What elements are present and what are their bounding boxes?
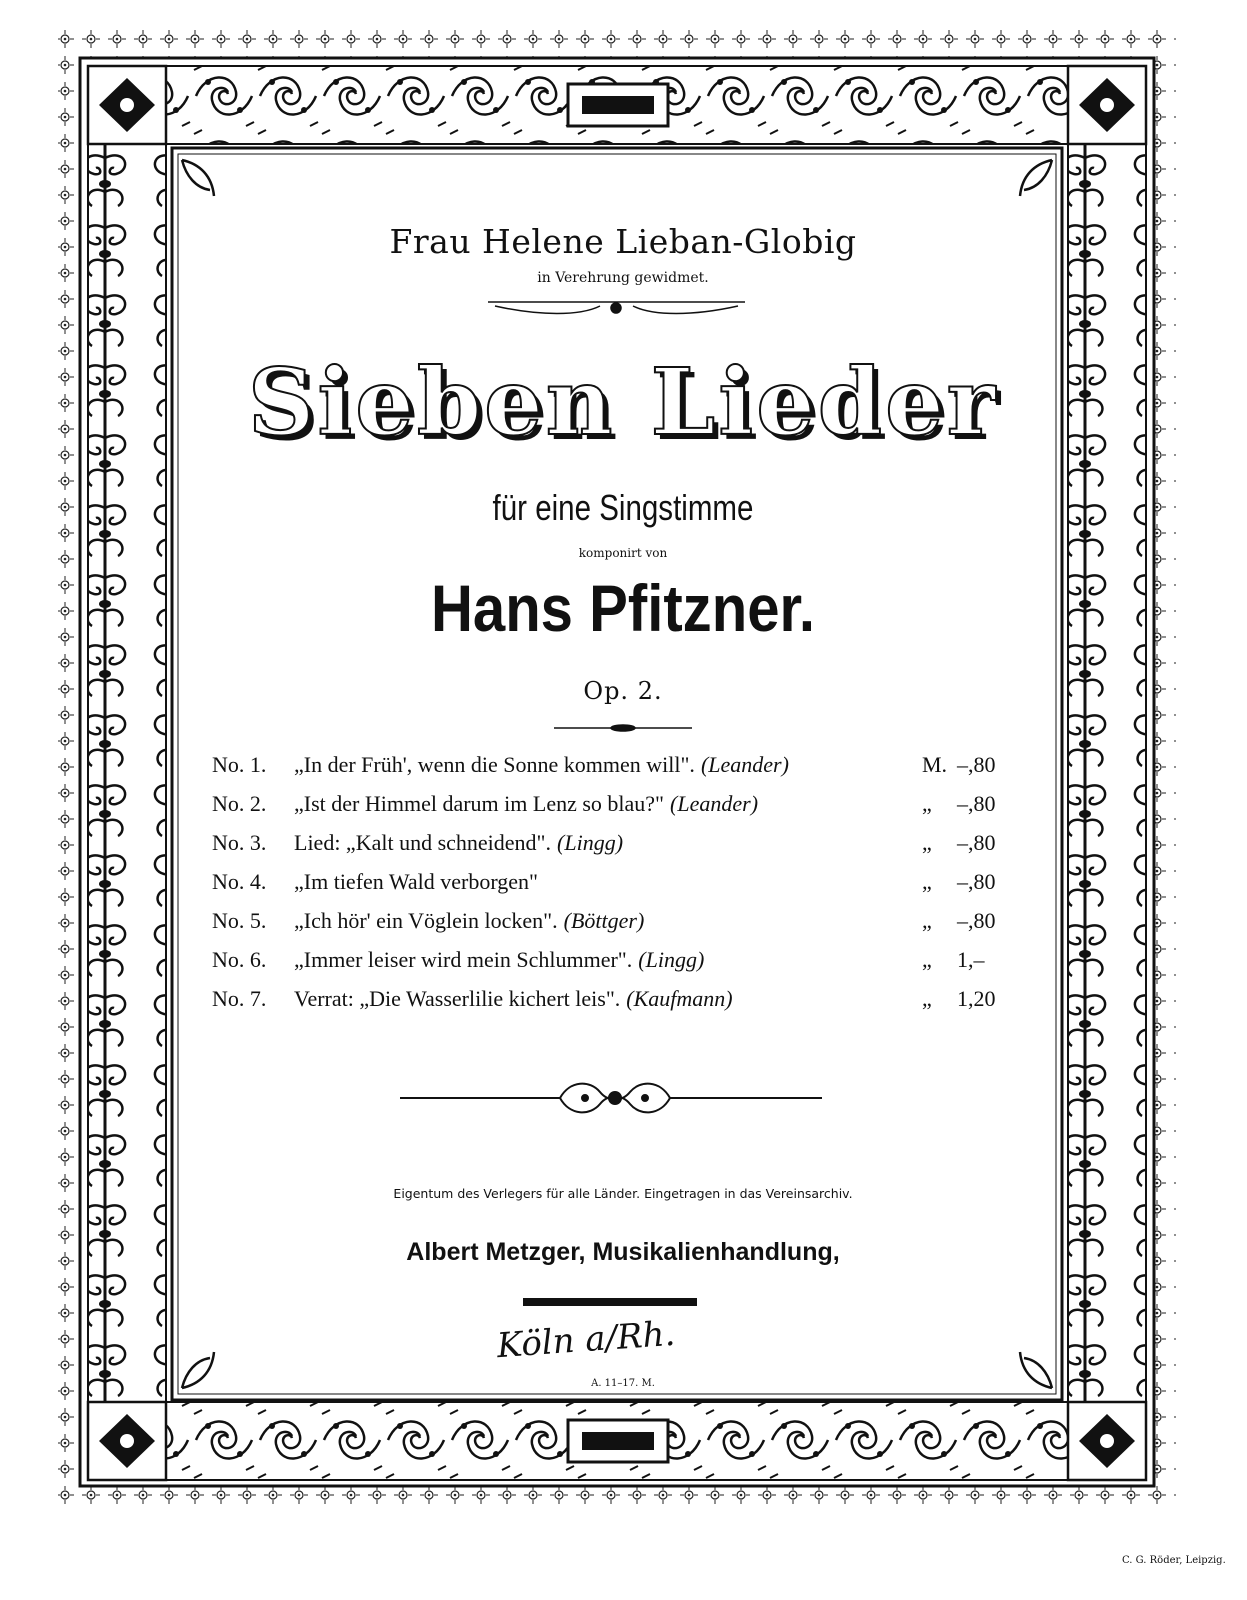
song-price: –,80 — [957, 869, 996, 894]
song-poet: (Lingg) — [638, 947, 705, 972]
song-list — [212, 752, 1012, 1025]
opus-number: Op. 2. — [583, 677, 663, 705]
price-unit: „ — [922, 986, 932, 1011]
plate-number: A. 11–17. M. — [591, 1378, 655, 1389]
price-unit: „ — [922, 791, 932, 816]
song-title: Verrat: „Die Wasserlilie kichert leis". — [294, 986, 621, 1011]
song-number: No. 1. — [212, 752, 267, 777]
song-title: „In der Früh', wenn die Sonne kommen will". — [294, 752, 695, 777]
song-price: –,80 — [957, 791, 996, 816]
song-number: No. 5. — [212, 908, 267, 933]
title-panel — [176, 152, 1070, 1400]
song-title-group — [294, 752, 789, 778]
song-number: No. 7. — [212, 986, 267, 1011]
song-row — [212, 986, 1012, 1025]
song-title-group — [294, 830, 623, 856]
dedication-name: Frau Helene Lieban-Globig — [389, 222, 857, 261]
song-row — [212, 752, 1012, 791]
song-title-group — [294, 986, 733, 1012]
song-number: No. 2. — [212, 791, 267, 816]
song-title: „Ich hör' ein Vöglein locken". — [294, 908, 558, 933]
song-number: No. 3. — [212, 830, 267, 855]
rights-notice: Eigentum des Verlegers für alle Länder. Eingetragen in das Vereinsarchiv. — [393, 1186, 853, 1201]
song-title: „Ist der Himmel darum im Lenz so blau?" — [294, 791, 665, 816]
song-title: „Im tiefen Wald verborgen" — [294, 869, 539, 894]
composed-by-label: komponirt von — [578, 546, 668, 560]
song-poet: (Leander) — [700, 752, 789, 777]
price-unit: M. — [922, 752, 948, 777]
price-unit: „ — [922, 830, 932, 855]
song-price: 1,20 — [957, 986, 996, 1011]
dedication-note: in Verehrung gewidmet. — [537, 270, 709, 286]
song-price: –,80 — [957, 830, 996, 855]
song-price: 1,– — [957, 947, 985, 972]
composer-name: Hans Pfitzner. — [430, 571, 816, 645]
song-title-group — [294, 869, 544, 895]
song-price: –,80 — [957, 908, 996, 933]
page-title: Sieben Lieder — [247, 348, 999, 456]
price-unit: „ — [922, 947, 932, 972]
song-poet: (Böttger) — [563, 908, 645, 933]
price-unit: „ — [922, 869, 932, 894]
song-poet: (Lingg) — [557, 830, 624, 855]
song-row — [212, 791, 1012, 830]
song-poet: (Kaufmann) — [626, 986, 733, 1011]
song-price: –,80 — [957, 752, 996, 777]
song-title: „Immer leiser wird mein Schlummer". — [294, 947, 633, 972]
handwritten-city: Köln a/Rh. — [495, 1313, 677, 1367]
song-title: Lied: „Kalt und schneidend". — [294, 830, 552, 855]
price-unit: „ — [922, 908, 932, 933]
song-title-group — [294, 791, 758, 817]
song-number: No. 4. — [212, 869, 267, 894]
song-poet: (Leander) — [670, 791, 759, 816]
subtitle: für eine Singstimme — [492, 487, 754, 528]
song-row — [212, 830, 1012, 869]
publisher-name: Albert Metzger, Musikalienhandlung, — [406, 1238, 840, 1266]
song-title-group — [294, 947, 704, 973]
song-title-group — [294, 908, 644, 934]
printer-credit: C. G. Röder, Leipzig. — [1122, 1555, 1226, 1566]
song-number: No. 6. — [212, 947, 267, 972]
song-row — [212, 869, 1012, 908]
song-row — [212, 908, 1012, 947]
song-row — [212, 947, 1012, 986]
